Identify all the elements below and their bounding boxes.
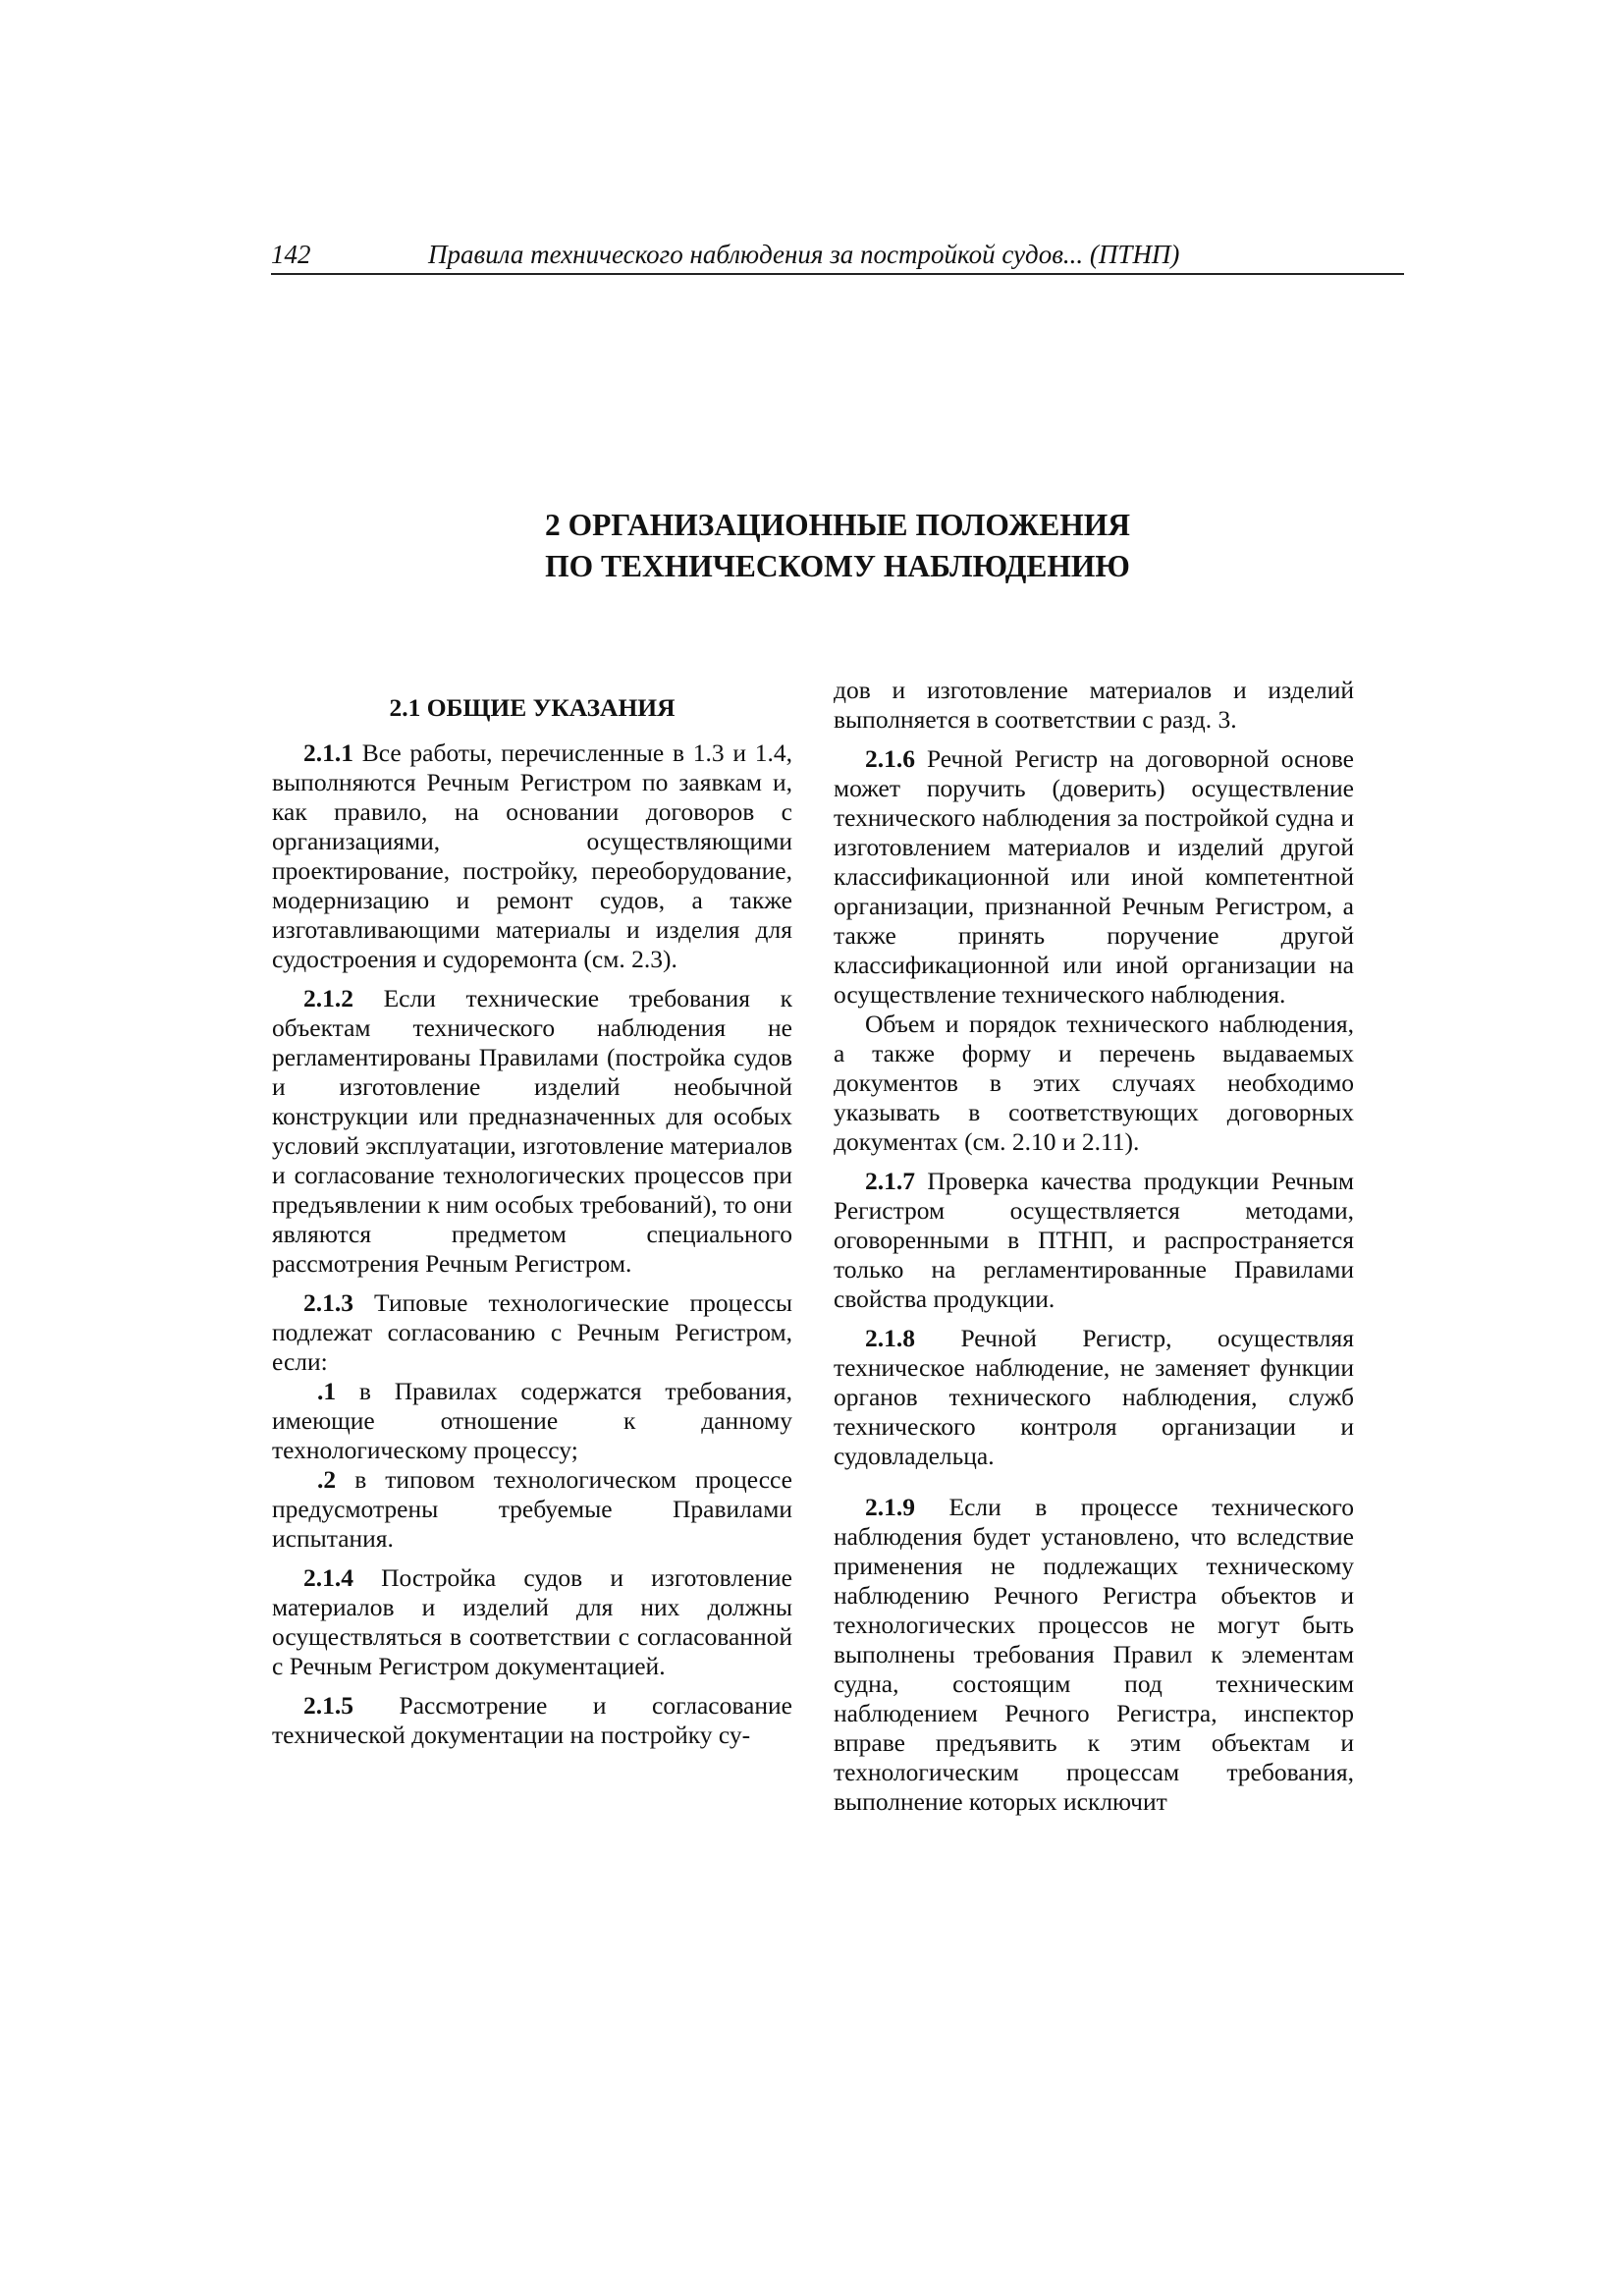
paragraph-2-1-1: [272, 738, 792, 974]
clause-number: 2.1.7: [865, 1167, 915, 1195]
section-title-line-1: 2 ОРГАНИЗАЦИОННЫЕ ПОЛОЖЕНИЯ: [545, 508, 1130, 542]
clause-number: 2.1.1: [303, 738, 353, 767]
item-text: в типовом технологическом процессе предусмотрены требуемые Правилами испытания.: [272, 1465, 792, 1553]
clause-number: 2.1.8: [865, 1324, 915, 1352]
paragraph-2-1-6-second: Объем и порядок технического наблюдения, а также форму и перечень выдаваемых документов в этих случаях необходимо указывать в соответствующих договорных документах (см. 2.10 и 2.11).: [834, 1010, 1354, 1156]
section-title-line-2: ПО ТЕХНИЧЕСКОМУ НАБЛЮДЕНИЮ: [545, 549, 1130, 583]
clause-text: Речной Регистр, осуществляя техническое наблюдение, не заменяет функции органов технического наблюдения, служб технического контроля организации и судовладельца.: [834, 1324, 1354, 1470]
paragraph-2-1-5-continued: дов и изготовление материалов и изделий выполняется в соответствии с разд. 3.: [834, 676, 1354, 734]
clause-number: 2.1.6: [865, 744, 915, 773]
clause-text: Все работы, перечисленные в 1.3 и 1.4, выполняются Речным Регистром по заявкам и, как правило, на основании договоров с организациями, осуществляющими проектирование, постройку, переоборудование, модернизацию и ремонт судов, а также изготавливающими материалы и изделия для судостроения и судоремонта (см. 2.3).: [272, 738, 792, 973]
paragraph-2-1-3-item-1: [272, 1377, 792, 1465]
paragraph-2-1-9: [834, 1493, 1354, 1817]
clause-text: Если технические требования к объектам технического наблюдения не регламентированы Правилами (постройка судов и изготовление изделий необычной конструкции или предназначенных для особых условий эксплуатации, изготовление материалов и согласование технологических процессов при предъявлении к ним особых требований), то они являются предметом специального рассмотрения Речным Регистром.: [272, 984, 793, 1278]
left-column: [272, 676, 792, 1750]
clause-text: Проверка качества продукции Речным Регистром осуществляется методами, оговоренными в ПТНП, и распространяется только на регламентированные Правилами свойства продукции.: [834, 1167, 1354, 1313]
paragraph-2-1-5: [272, 1691, 792, 1750]
section-title: [271, 505, 1404, 587]
paragraph-2-1-4: [272, 1563, 792, 1681]
clause-number: 2.1.4: [303, 1563, 353, 1592]
clause-number: 2.1.9: [865, 1493, 915, 1521]
clause-text: Типовые технологические процессы подлежат согласованию с Речным Регистром, если:: [272, 1288, 792, 1376]
subsection-title: 2.1 ОБЩИЕ УКАЗАНИЯ: [389, 693, 676, 722]
paragraph-2-1-8: [834, 1324, 1354, 1471]
item-number: .1: [317, 1377, 337, 1405]
right-column: [834, 676, 1354, 1817]
running-title: Правила технического наблюдения за постройкой судов... (ПТНП): [428, 240, 1180, 269]
item-text: в Правилах содержатся требования, имеющие отношение к данному технологическому процессу;: [272, 1377, 792, 1464]
running-header: [271, 238, 1404, 275]
paragraph-2-1-2: [272, 984, 792, 1279]
item-number: .2: [317, 1465, 337, 1494]
clause-text: Постройка судов и изготовление материалов и изделий для них должны осуществляться в соответствии с согласованной с Речным Регистром документацией.: [272, 1563, 792, 1680]
paragraph-2-1-6: [834, 744, 1354, 1010]
clause-text: Речной Регистр на договорной основе может поручить (доверить) осуществление технического наблюдения за постройкой судна и изготовлением материалов и изделий другой классификационной или иной компетентной организации, признанной Речным Регистром, а также принять поручение другой классификационной или иной организации на осуществление технического наблюдения.: [834, 744, 1354, 1009]
page-number: 142: [271, 240, 311, 269]
clause-number: 2.1.2: [303, 984, 353, 1012]
paragraph-2-1-3-item-2: [272, 1465, 792, 1554]
clause-number: 2.1.3: [303, 1288, 353, 1317]
paragraph-2-1-7: [834, 1167, 1354, 1314]
paragraph-2-1-3: [272, 1288, 792, 1377]
clause-text: Рассмотрение и согласование технической документации на постройку су-: [272, 1691, 792, 1749]
clause-number: 2.1.5: [303, 1691, 353, 1720]
clause-text: Если в процессе технического наблюдения будет установлено, что вследствие применения не подлежащих техническому наблюдению Речного Регистра объектов и технологических процессов не могут быть выполнены требования Правил к элементам судна, состоящим под техническим наблюдением Речного Регистра, инспектор вправе предъявить к этим объектам и технологическим процессам требования, выполнение которых исключит: [834, 1493, 1354, 1816]
